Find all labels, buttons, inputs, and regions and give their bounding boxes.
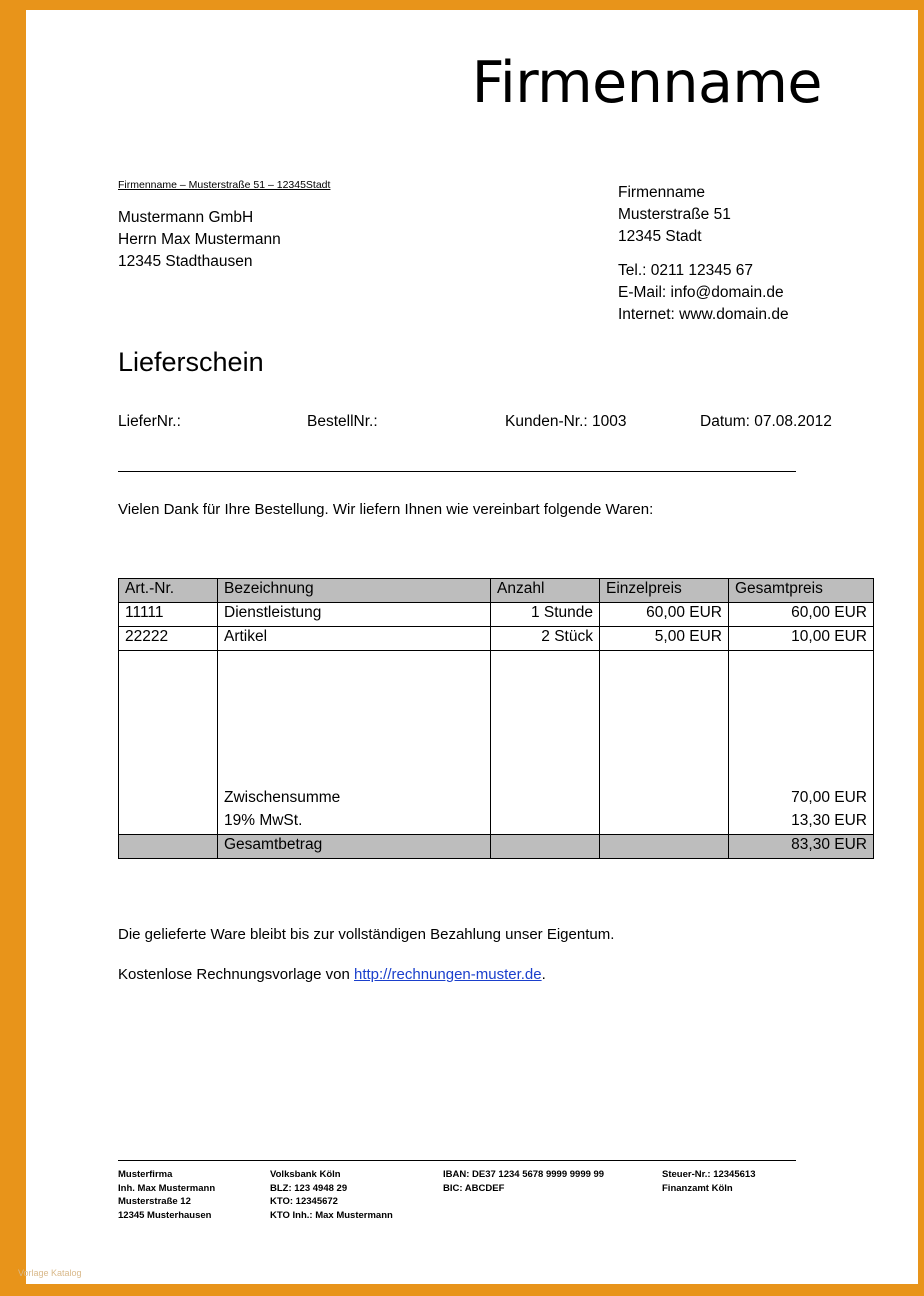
header-art-nr: Art.-Nr. — [119, 579, 218, 603]
sender-phone: Tel.: 0211 12345 67 — [618, 262, 754, 279]
spacer-cell — [600, 651, 729, 789]
cell-bezeichnung: Artikel — [218, 627, 491, 651]
footer-bic: BIC: ABCDEF — [443, 1182, 505, 1194]
cell-art-nr: 11111 — [119, 603, 218, 627]
meta-bestell-nr: BestellNr.: — [307, 413, 378, 430]
subtotal-label: Zwischensumme — [218, 788, 491, 811]
footer-company-line-2: Inh. Max Mustermann — [118, 1182, 216, 1194]
header-bezeichnung: Bezeichnung — [218, 579, 491, 603]
header-einzelpreis: Einzelpreis — [600, 579, 729, 603]
meta-kunden-nr: Kunden-Nr.: 1003 — [505, 413, 627, 430]
spacer-cell — [729, 651, 874, 789]
footer-company-line-3: Musterstraße 12 — [118, 1196, 191, 1207]
total-value: 83,30 EUR — [729, 835, 874, 859]
return-address-line: Firmenname – Musterstraße 51 – 12345Stadt — [118, 179, 331, 191]
meta-liefer-nr: LieferNr.: — [118, 413, 181, 430]
recipient-line-2: Herrn Max Mustermann — [118, 231, 281, 248]
header-divider — [118, 471, 796, 472]
footer-column-iban — [443, 1168, 604, 1195]
template-credit-prefix: Kostenlose Rechnungsvorlage von — [118, 966, 354, 983]
sender-line-2: Musterstraße 51 — [618, 206, 731, 223]
tax-value: 13,30 EUR — [729, 811, 874, 835]
tax-row — [119, 811, 874, 835]
tax-art-cell — [119, 811, 218, 835]
table-row — [119, 627, 874, 651]
cell-einzelpreis: 5,00 EUR — [600, 627, 729, 651]
subtotal-blank-anzahl — [491, 788, 600, 811]
template-credit-note — [118, 966, 546, 983]
recipient-line-3: 12345 Stadthausen — [118, 253, 253, 270]
cell-art-nr: 22222 — [119, 627, 218, 651]
total-label: Gesamtbetrag — [218, 835, 491, 859]
sender-line-1: Firmenname — [618, 184, 705, 201]
recipient-line-1: Mustermann GmbH — [118, 209, 254, 226]
sender-line-3: 12345 Stadt — [618, 228, 702, 245]
table-row — [119, 603, 874, 627]
footer-bank-line-4: KTO Inh.: Max Mustermann — [270, 1209, 393, 1221]
company-title: Firmenname — [471, 50, 822, 116]
sender-address — [618, 182, 789, 326]
cell-gesamtpreis: 60,00 EUR — [729, 603, 874, 627]
footer-divider — [118, 1160, 796, 1161]
intro-text: Vielen Dank für Ihre Bestellung. Wir liefern Ihnen wie vereinbart folgende Waren: — [118, 501, 654, 518]
footer-column-tax — [662, 1168, 755, 1195]
items-table-body — [119, 603, 874, 859]
template-credit-link[interactable]: http://rechnungen-muster.de — [354, 966, 542, 983]
items-table — [118, 578, 874, 859]
cell-gesamtpreis: 10,00 EUR — [729, 627, 874, 651]
template-credit-suffix: . — [541, 966, 546, 983]
subtotal-art-cell — [119, 788, 218, 811]
tax-blank-anzahl — [491, 811, 600, 835]
total-blank-einzel — [600, 835, 729, 859]
table-header-row — [119, 579, 874, 603]
document-title: Lieferschein — [118, 347, 264, 377]
table-empty-space — [119, 651, 874, 789]
spacer-cell — [218, 651, 491, 789]
page-border-top — [0, 0, 924, 10]
tax-label: 19% MwSt. — [218, 811, 491, 835]
header-gesamtpreis: Gesamtpreis — [729, 579, 874, 603]
cell-anzahl: 2 Stück — [491, 627, 600, 651]
page-border-bottom — [0, 1284, 924, 1296]
footer-bank-line-2: BLZ: 123 4948 29 — [270, 1182, 348, 1194]
subtotal-blank-einzel — [600, 788, 729, 811]
footer-column-company — [118, 1168, 215, 1222]
subtotal-row — [119, 788, 874, 811]
sender-email: E-Mail: info@domain.de — [618, 284, 784, 301]
tax-blank-einzel — [600, 811, 729, 835]
footer-tax-office: Finanzamt Köln — [662, 1182, 733, 1194]
page-border-right — [918, 0, 924, 1296]
footer-company-line-4: 12345 Musterhausen — [118, 1209, 212, 1221]
sender-spacer — [618, 248, 789, 260]
footer-bank-line-1: Volksbank Köln — [270, 1169, 341, 1180]
footer-company-line-1: Musterfirma — [118, 1169, 173, 1180]
footer-column-bank — [270, 1168, 393, 1222]
spacer-cell — [491, 651, 600, 789]
sender-website: Internet: www.domain.de — [618, 306, 789, 323]
items-table-head — [119, 579, 874, 603]
subtotal-value: 70,00 EUR — [729, 788, 874, 811]
header-anzahl: Anzahl — [491, 579, 600, 603]
cell-einzelpreis: 60,00 EUR — [600, 603, 729, 627]
cell-bezeichnung: Dienstleistung — [218, 603, 491, 627]
footer-tax-number: Steuer-Nr.: 12345613 — [662, 1169, 756, 1180]
watermark-label: Vorlage Katalog — [18, 1268, 82, 1278]
recipient-address — [118, 207, 281, 273]
total-art-cell — [119, 835, 218, 859]
meta-datum: Datum: 07.08.2012 — [700, 413, 832, 430]
cell-anzahl: 1 Stunde — [491, 603, 600, 627]
footer-iban: IBAN: DE37 1234 5678 9999 9999 99 — [443, 1169, 605, 1180]
ownership-note: Die gelieferte Ware bleibt bis zur vollständigen Bezahlung unser Eigentum. — [118, 926, 615, 943]
spacer-cell — [119, 651, 218, 789]
document-page — [26, 10, 918, 1284]
total-blank-anzahl — [491, 835, 600, 859]
footer-bank-line-3: KTO: 12345672 — [270, 1196, 338, 1207]
page-border-left — [0, 0, 26, 1296]
total-row — [119, 835, 874, 859]
